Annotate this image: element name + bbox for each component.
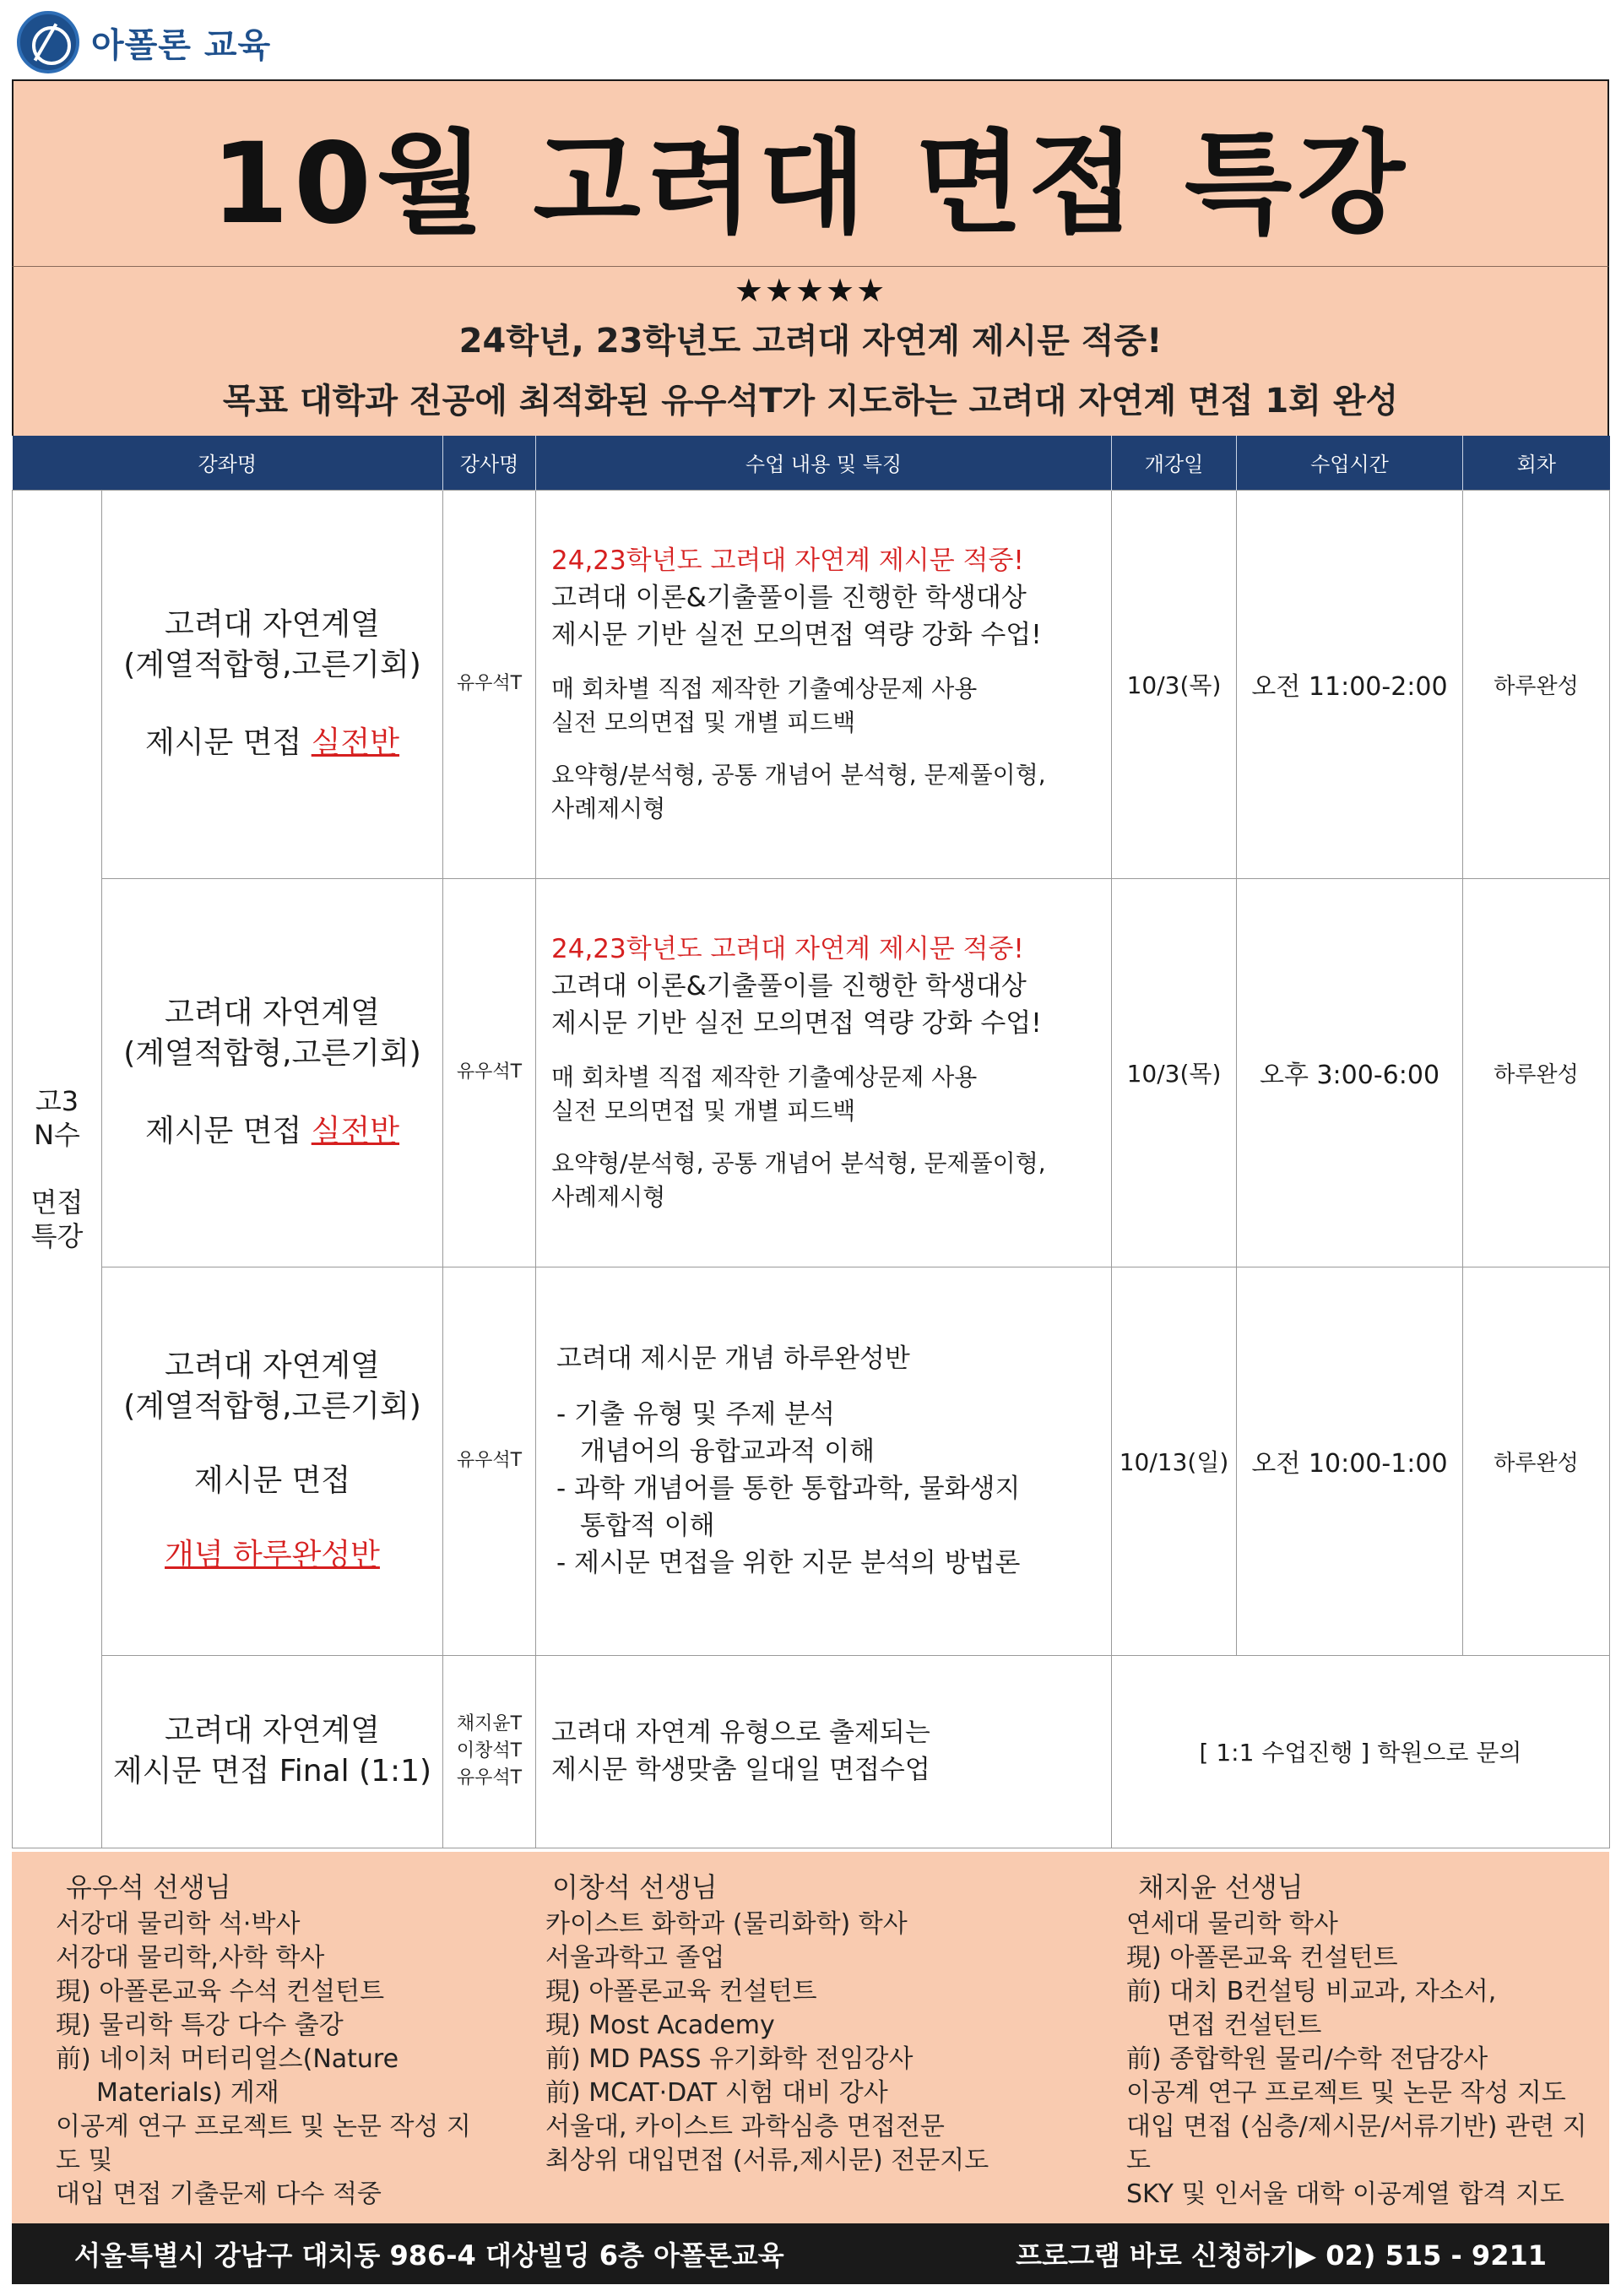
start-date-cell: 10/3(목) — [1112, 490, 1237, 878]
header-sessions: 회차 — [1463, 436, 1610, 490]
bio-name: 채지윤 선생님 — [1138, 1871, 1304, 1903]
bio-teacher-3 — [1067, 1852, 1609, 2223]
content-line: 실전 모의면접 및 개별 피드백 — [551, 1097, 856, 1125]
bio-line: 면접 컨설턴트 — [1167, 2011, 1322, 2040]
footer-address: 서울특별시 강남구 대치동 986-4 대상빌딩 6층 아폴론교육 — [74, 2239, 784, 2272]
hero-subtitle-2: 목표 대학과 전공에 최적화된 유우석T가 지도하는 고려대 자연계 면접 1회 완성 — [222, 382, 1399, 421]
course-name-text: 제시문 면접 — [144, 1114, 312, 1148]
content-line: 매 회차별 직접 제작한 기출예상문제 사용 — [551, 675, 978, 703]
course-name-line: 고려대 자연계열 — [165, 1713, 380, 1748]
bio-line: 서울대, 카이스트 과학심층 면접전문 — [545, 2112, 945, 2141]
star-rating-icon: ★★★★★ — [734, 272, 887, 309]
teacher-name: 이창석T — [456, 1740, 523, 1761]
content-line: 통합적 이해 — [580, 1511, 715, 1541]
course-name-cell — [102, 1267, 443, 1655]
course-name-line: 제시문 면접 — [193, 1463, 351, 1498]
category-line: 특강 — [30, 1220, 84, 1252]
sessions-cell: 하루완성 — [1463, 490, 1610, 878]
table-row — [13, 878, 1610, 1267]
bio-line: 최상위 대입면접 (서류,제시문) 전문지도 — [545, 2146, 989, 2175]
start-date-cell: 10/13(일) — [1112, 1267, 1237, 1655]
content-line: 매 회차별 직접 제작한 기출예상문제 사용 — [551, 1063, 978, 1091]
course-level-highlight: 개념 하루완성반 — [165, 1538, 380, 1572]
category-line: 면접 — [30, 1186, 84, 1219]
header-content: 수업 내용 및 특징 — [536, 436, 1112, 490]
header-class-time: 수업시간 — [1237, 436, 1463, 490]
content-highlight: 24,23학년도 고려대 자연계 제시문 적중! — [551, 546, 1024, 576]
teacher-cell: 유우석T — [443, 490, 536, 878]
course-name-line: (계열적합형,고른기회) — [123, 648, 421, 682]
course-name-cell — [102, 878, 443, 1267]
table-row — [13, 1267, 1610, 1655]
sessions-cell: 하루완성 — [1463, 878, 1610, 1267]
content-cell — [536, 878, 1112, 1267]
course-name-line: 고려대 자연계열 — [165, 607, 380, 642]
course-name-line: (계열적합형,고른기회) — [123, 1389, 421, 1424]
bio-line: 서울과학고 졸업 — [545, 1943, 725, 1973]
bio-line: 이공계 연구 프로젝트 및 논문 작성 지도 및 — [56, 2112, 471, 2175]
brand-name: 아폴론 교육 — [91, 25, 272, 65]
content-highlight: 24,23학년도 고려대 자연계 제시문 적중! — [551, 934, 1024, 964]
class-time-cell: 오전 11:00-2:00 — [1237, 490, 1463, 878]
teacher-name: 채지윤T — [456, 1713, 523, 1734]
footer-bar — [12, 2223, 1609, 2284]
hero-banner — [12, 79, 1609, 436]
course-level-highlight: 실전반 — [311, 1114, 400, 1148]
header-teacher: 강사명 — [443, 436, 536, 490]
bio-line: 이공계 연구 프로젝트 및 논문 작성 지도 — [1126, 2078, 1566, 2108]
apply-phone-link[interactable]: 프로그램 바로 신청하기▶ 02) 515 - 9211 — [1016, 2239, 1547, 2272]
content-cell — [536, 1655, 1112, 1848]
content-line: 사례제시형 — [551, 795, 666, 822]
teacher-name: 유우석T — [456, 1767, 523, 1788]
content-line: 실전 모의면접 및 개별 피드백 — [551, 708, 856, 736]
table-header-row — [13, 436, 1610, 490]
bio-line: 前) 네이처 머터리얼스(Nature — [56, 2044, 399, 2074]
table-row — [13, 1655, 1610, 1848]
course-name-line: 제시문 면접 Final (1:1) — [112, 1754, 432, 1788]
content-line: 개념어의 융합교과적 이해 — [580, 1436, 876, 1467]
course-name-cell — [102, 1655, 443, 1848]
class-time-cell: 오후 3:00-6:00 — [1237, 878, 1463, 1267]
content-cell — [536, 1267, 1112, 1655]
bio-line: 서강대 물리학,사학 학사 — [56, 1943, 325, 1973]
category-cell — [13, 490, 102, 1848]
header-start-date: 개강일 — [1112, 436, 1237, 490]
bio-line: 서강대 물리학 석·박사 — [56, 1909, 301, 1939]
content-line: 요약형/분석형, 공통 개념어 분석형, 문제풀이형, — [551, 761, 1046, 789]
bio-line: 前) MD PASS 유기화학 전임강사 — [545, 2044, 914, 2074]
content-line: 사례제시형 — [551, 1183, 666, 1211]
content-line: 고려대 이론&기출풀이를 진행한 학생대상 — [551, 583, 1027, 613]
course-name-line: (계열적합형,고른기회) — [123, 1036, 421, 1071]
bio-line: 前) 대치 B컨설팅 비교과, 자소서, — [1126, 1977, 1497, 2006]
bio-name: 유우석 선생님 — [66, 1871, 231, 1903]
bio-line: 前) MCAT·DAT 시험 대비 강사 — [545, 2078, 888, 2108]
bio-teacher-2 — [493, 1852, 1067, 2223]
bio-line: 대입 면접 (심층/제시문/서류기반) 관련 지도 — [1126, 2112, 1587, 2175]
bio-line: 연세대 물리학 학사 — [1126, 1909, 1338, 1939]
table-row — [13, 490, 1610, 878]
content-line: 고려대 제시문 개념 하루완성반 — [556, 1343, 910, 1374]
hero-subtitle-box — [12, 267, 1609, 436]
header-course-name: 강좌명 — [13, 436, 443, 490]
bio-line: SKY 및 인서울 대학 이공계열 합격 지도 — [1126, 2179, 1564, 2209]
bio-line: 現) 아폴론교육 수석 컨설턴트 — [56, 1977, 385, 2006]
content-line: - 제시문 면접을 위한 지문 분석의 방법론 — [556, 1548, 1021, 1578]
start-date-cell: 10/3(목) — [1112, 878, 1237, 1267]
inquiry-cell: [ 1:1 수업진행 ] 학원으로 문의 — [1112, 1655, 1610, 1848]
content-line: - 기출 유형 및 주제 분석 — [556, 1399, 835, 1430]
course-name-line: 고려대 자연계열 — [165, 996, 380, 1030]
content-line: 제시문 기반 실전 모의면접 역량 강화 수업! — [551, 1008, 1042, 1039]
hero-title-box — [12, 79, 1609, 267]
bio-line: 現) 아폴론교육 컨설턴트 — [1126, 1943, 1398, 1973]
brand-logo — [17, 8, 271, 76]
content-line: 제시문 기반 실전 모의면접 역량 강화 수업! — [551, 620, 1042, 650]
bio-name: 이창석 선생님 — [552, 1871, 718, 1903]
teacher-cell — [443, 1655, 536, 1848]
category-line: 고3 — [35, 1085, 79, 1117]
bio-line: 現) 아폴론교육 컨설턴트 — [545, 1977, 817, 2006]
course-name-cell — [102, 490, 443, 878]
bio-line: 現) Most Academy — [545, 2011, 775, 2040]
content-line: - 과학 개념어를 통한 통합과학, 물화생지 — [556, 1474, 1021, 1504]
course-name-line — [102, 1111, 442, 1152]
bio-line: Materials) 게재 — [96, 2078, 279, 2108]
content-line: 고려대 이론&기출풀이를 진행한 학생대상 — [551, 971, 1027, 1001]
category-line: N수 — [34, 1119, 80, 1151]
apollon-logo-icon — [17, 11, 79, 73]
content-line: 제시문 학생맞춤 일대일 면접수업 — [551, 1755, 930, 1785]
course-schedule-table — [12, 436, 1610, 1848]
content-line: 요약형/분석형, 공통 개념어 분석형, 문제풀이형, — [551, 1149, 1046, 1177]
bio-teacher-1 — [12, 1852, 493, 2223]
content-line: 고려대 자연계 유형으로 출제되는 — [551, 1718, 930, 1748]
bio-line: 前) 종합학원 물리/수학 전담강사 — [1126, 2044, 1488, 2074]
bio-line: 대입 면접 기출문제 다수 적중 — [56, 2179, 382, 2209]
course-name-line — [102, 723, 442, 763]
content-cell — [536, 490, 1112, 878]
course-level-highlight: 실전반 — [311, 725, 400, 760]
sessions-cell: 하루완성 — [1463, 1267, 1610, 1655]
bio-line: 現) 물리학 특강 다수 출강 — [56, 2011, 344, 2040]
teacher-cell: 유우석T — [443, 1267, 536, 1655]
course-name-text: 제시문 면접 — [144, 725, 312, 760]
teacher-bios — [12, 1852, 1609, 2223]
page-title: 10월 고려대 면접 특강 — [211, 118, 1410, 249]
hero-subtitle-1: 24학년, 23학년도 고려대 자연계 제시문 적중! — [458, 322, 1163, 361]
teacher-cell: 유우석T — [443, 878, 536, 1267]
course-name-line: 고려대 자연계열 — [165, 1349, 380, 1383]
class-time-cell: 오전 10:00-1:00 — [1237, 1267, 1463, 1655]
bio-line: 카이스트 화학과 (물리화학) 학사 — [545, 1909, 908, 1939]
